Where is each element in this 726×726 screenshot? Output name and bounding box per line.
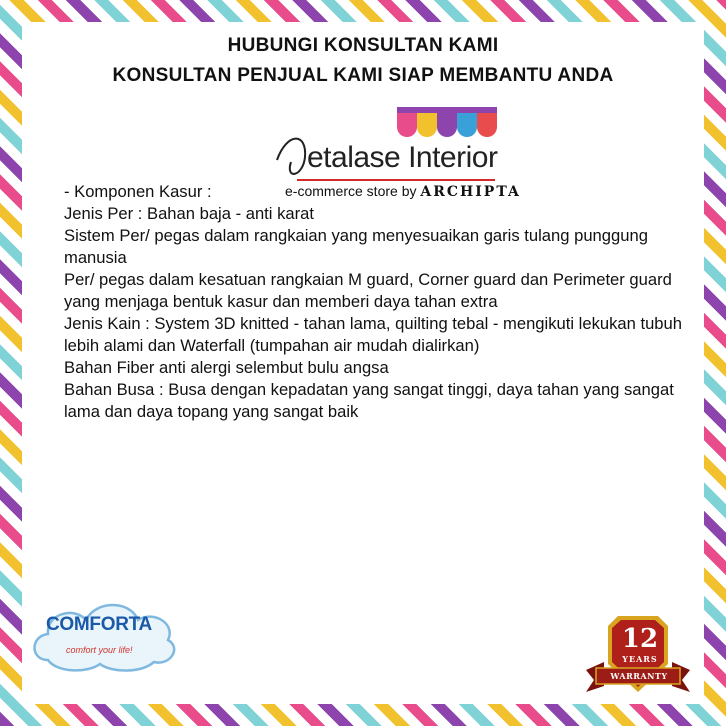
spec-line: Per/ pegas dalam kesatuan rangkaian M guard, Corner guard dan Perimeter guard yang menjaga bentuk kasur dan memberi daya tahan extra [64, 270, 672, 311]
spec-line: - Komponen Kasur : [64, 182, 212, 201]
warranty-years-unit: YEARS [622, 654, 658, 664]
content-panel [22, 22, 704, 704]
logo-name: etalase Interior [307, 141, 498, 174]
logo-brand: ARCHIPTA [420, 184, 521, 200]
warranty-years-number: 12 [621, 624, 659, 654]
warranty-badge [582, 610, 694, 700]
spec-list [64, 181, 704, 423]
spec-line: Bahan Busa : Busa dengan kepadatan yang sangat tinggi, daya tahan yang sangat lama dan daya topang yang sangat baik [64, 380, 674, 421]
comforta-tagline: comfort your life! [66, 645, 133, 655]
headline-subtitle: KONSULTAN PENJUAL KAMI SIAP MEMBANTU ANDA [112, 65, 614, 86]
logo-tagline: e-commerce store by ARCHIPTA [285, 183, 521, 200]
spec-line: Jenis Per : Bahan baja - anti karat [64, 204, 314, 223]
spec-line: Jenis Kain : System 3D knitted - tahan lama, quilting tebal - mengikuti lekukan tubuh lebih alami dan Waterfall (tumpahan air mudah dialirkan) [64, 314, 682, 355]
comforta-logo [30, 590, 180, 678]
warranty-label: WARRANTY [610, 671, 668, 681]
spec-line: Sistem Per/ pegas dalam rangkaian yang menyesuaikan garis tulang punggung manusia [64, 226, 648, 267]
comforta-name: COMFORTA [46, 614, 152, 635]
spec-line: Bahan Fiber anti alergi selembut bulu angsa [64, 358, 389, 377]
headline-contact: HUBUNGI KONSULTAN KAMI [227, 35, 499, 56]
